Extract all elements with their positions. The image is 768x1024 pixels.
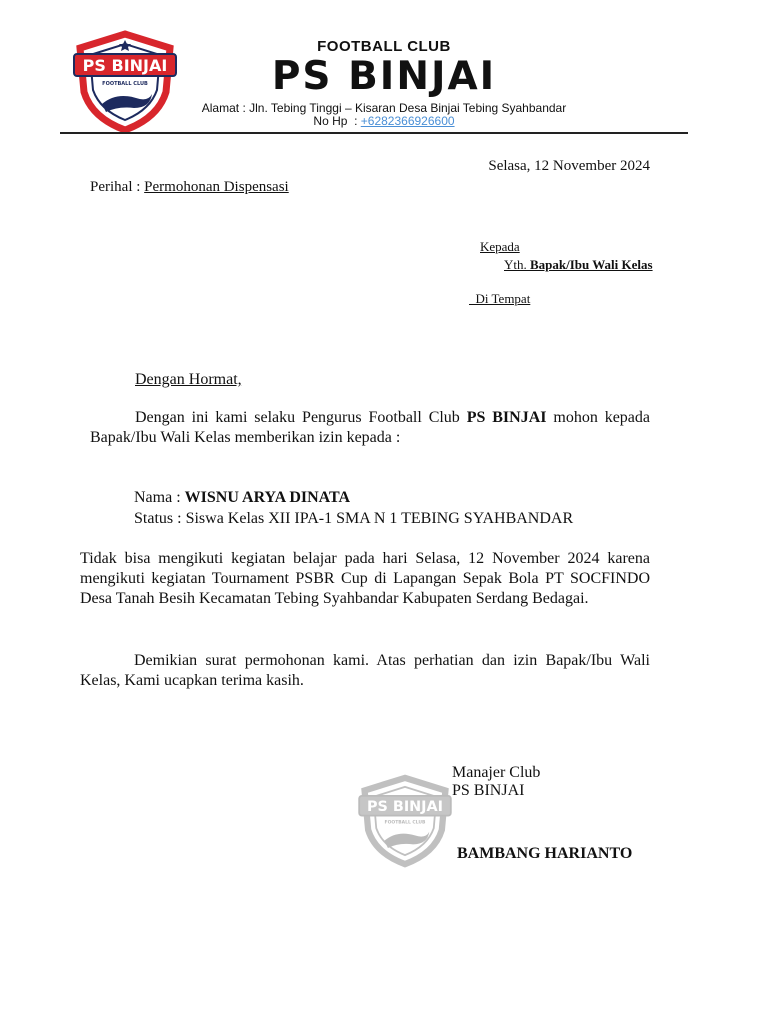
letter-date: Selasa, 12 November 2024 (488, 158, 650, 174)
signatory-title: Manajer Club (452, 764, 541, 781)
student-name-line (134, 488, 350, 508)
club-stamp (352, 770, 458, 872)
phone-link[interactable]: +6282366926600 (360, 114, 455, 128)
subject-value: Permohonan Dispensasi (144, 179, 289, 195)
signature-block (452, 764, 540, 800)
name-label: Nama : (134, 489, 185, 506)
svg-text:PS BINJAI: PS BINJAI (82, 56, 168, 75)
reason-paragraph: Tidak bisa mengikuti kegiatan belajar pada hari Selasa, 12 November 2024 karena mengikuti kegiatan Tournament PSBR Cup di Lapangan Sepak Bola PT SOCFINDO Desa Tanah Besih Kecamatan Tebing Syahbandar Kabupaten Serdang Bedagai. (80, 550, 650, 607)
recipient-place: Di Tempat (469, 291, 531, 306)
intro-text-1: Dengan ini kami selaku Pengurus Football Club (135, 409, 467, 426)
greeting: Dengan Hormat, (135, 371, 242, 388)
phone-label: No Hp : (313, 114, 361, 128)
subject-line (90, 179, 289, 196)
recipient-name: Bapak/Ibu Wali Kelas (530, 257, 653, 272)
student-status: Siswa Kelas XII IPA-1 SMA N 1 TEBING SYAHBANDAR (185, 510, 574, 527)
svg-text:FOOTBALL CLUB: FOOTBALL CLUB (102, 81, 148, 87)
intro-club-name: PS BINJAI (466, 409, 547, 426)
signatory-org: PS BINJAI (452, 782, 525, 799)
recipient-to: Kepada (480, 239, 520, 254)
closing-paragraph: Demikian surat permohonan kami. Atas perhatian dan izin Bapak/Ibu Wali Kelas, Kami ucapkan terima kasih. (80, 652, 650, 689)
club-address: Alamat : Jln. Tebing Tinggi – Kisaran Desa Binjai Tebing Syahbandar (201, 101, 567, 115)
student-status-line (134, 509, 573, 529)
club-phone-line (0, 114, 768, 128)
subject-label: Perihal : (90, 179, 145, 195)
intro-paragraph (90, 408, 650, 448)
letterhead-divider (60, 132, 688, 134)
club-name-heading: PS BINJAI (271, 54, 497, 99)
svg-text:FOOTBALL CLUB: FOOTBALL CLUB (384, 820, 426, 826)
club-type: FOOTBALL CLUB (317, 38, 451, 55)
status-label: Status : (134, 510, 186, 527)
student-name: WISNU ARYA DINATA (184, 489, 351, 506)
recipient-name-line (504, 257, 653, 273)
svg-text:PS BINJAI: PS BINJAI (367, 799, 443, 816)
intro-text-2: mohon kepada Bapak/Ibu Wali Kelas memberikan izin kepada : (90, 409, 651, 446)
signatory-name: BAMBANG HARIANTO (457, 845, 633, 862)
recipient-prefix: Yth. (504, 257, 530, 272)
